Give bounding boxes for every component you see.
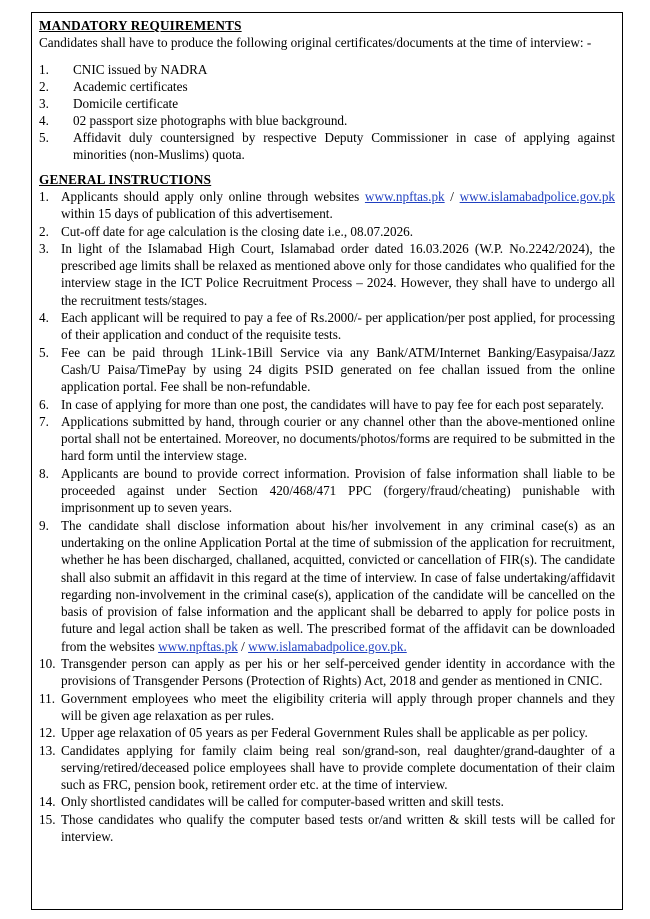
islamabadpolice-link[interactable]: www.islamabadpolice.gov.pk. [248, 638, 407, 654]
list-item: 3. In light of the Islamabad High Court, Islamabad order dated 16.03.2026 (W.P. No.2242/2024), the prescribed age limits shall be relaxed as mentioned above only for those candidates who qualified for the interview stage in the ICT Police Recruitment Process – 2024. However, they shall have to undergo all the recruitment tests/stages. [39, 240, 615, 308]
document-page [31, 12, 623, 910]
list-item: 10. Transgender person can apply as per his or her self-perceived gender identity in accordance with the provisions of Transgender Persons (Protection of Rights) Act, 2018 and gender as mentioned in CNIC. [39, 656, 615, 689]
islamabadpolice-link[interactable]: www.islamabadpolice.gov.pk [459, 189, 616, 204]
list-item: 5. Affidavit duly countersigned by respective Deputy Commissioner in case of applying against minorities (non-Muslims) quota. [39, 130, 615, 162]
list-item: 11. Government employees who meet the eligibility criteria will apply through proper channels and they will be given age relaxation as per rules. [39, 690, 615, 723]
list-item: 6. In case of applying for more than one post, the candidates will have to pay fee for each post separately. [39, 396, 604, 412]
list-item: 1. Applicants should apply only online through websites www.npftas.pk / www.islamabadpolice.gov.pk within 15 days of publication of this advertisement. [39, 189, 616, 222]
list-item: 2. Cut-off date for age calculation is the closing date i.e., 08.07.2026. [39, 223, 414, 239]
general-instructions-heading: GENERAL INSTRUCTIONS [39, 172, 212, 187]
document-content [39, 17, 615, 845]
list-item: 3. Domicile certificate [39, 96, 179, 111]
list-item: 14. Only shortlisted candidates will be called for computer-based written and skill tests. [39, 794, 504, 810]
general-instructions-list [39, 188, 615, 845]
list-item: 5. Fee can be paid through 1Link-1Bill Service via any Bank/ATM/Internet Banking/Easypaisa/Jazz Cash/U Paisa/TimePay by using 24 digits PSID generated on fee challan issued from the online application portal. Fee shall be non-refundable. [39, 344, 615, 395]
list-item: 12. Upper age relaxation of 05 years as per Federal Government Rules shall be applicable as per policy. [39, 725, 588, 741]
list-item: 15. Those candidates who qualify the computer based tests or/and written & skill tests will be called for interview. [39, 811, 615, 844]
list-item: 8. Applicants are bound to provide correct information. Provision of false information shall liable to be proceeded against under Section 420/468/471 PPC (forgery/fraud/cheating) punishable with imprisonment up to seven years. [39, 465, 615, 516]
list-item: 1. CNIC issued by NADRA [39, 62, 208, 77]
list-item: 4. 02 passport size photographs with blue background. [39, 113, 348, 128]
list-item: 9. The candidate shall disclose information about his/her involvement in any criminal case(s) as an undertaking on the online Application Portal at the time of submission of the application for recruitment, whether he has been discharged, challaned, acquitted, convicted or cancellation of FIR(s). The candidate shall also submit an affidavit in this regard at the time of interview. In case of false undertaking/affidavit regarding non-involvement in the criminal case(s), application of the candidate will be cancelled on the basis of provision of false information and the applicant shall be debarred to apply for police posts in future and legal action shall be taken as well. The prescribed format of the affidavit can be downloaded from the websites www.npftas.pk / www.islamabadpolice.gov.pk. [39, 517, 615, 654]
npftas-link[interactable]: www.npftas.pk [158, 638, 238, 654]
list-item: 2. Academic certificates [39, 79, 188, 94]
mandatory-requirements-heading: MANDATORY REQUIREMENTS [39, 18, 242, 33]
list-item: 13. Candidates applying for family claim being real son/grand-son, real daughter/grand-daughter of a serving/retired/deceased police employees shall have to provide complete documentation of their claim such as FRC, pension book, retirement order etc. at the time of interview. [39, 742, 615, 793]
list-item: 7. Applications submitted by hand, through courier or any channel other than the above-mentioned online portal shall not be entertained. Moreover, no documents/photos/forms are required to be submitted in the hard form until the interview stage. [39, 413, 615, 464]
mandatory-intro: Candidates shall have to produce the following original certificates/documents at the time of interview: - [39, 35, 592, 50]
list-item: 4. Each applicant will be required to pay a fee of Rs.2000/- per application/per post applied, for processing of their application and conduct of the requisite tests. [39, 310, 615, 343]
npftas-link[interactable]: www.npftas.pk [364, 189, 445, 204]
mandatory-list [39, 61, 615, 163]
